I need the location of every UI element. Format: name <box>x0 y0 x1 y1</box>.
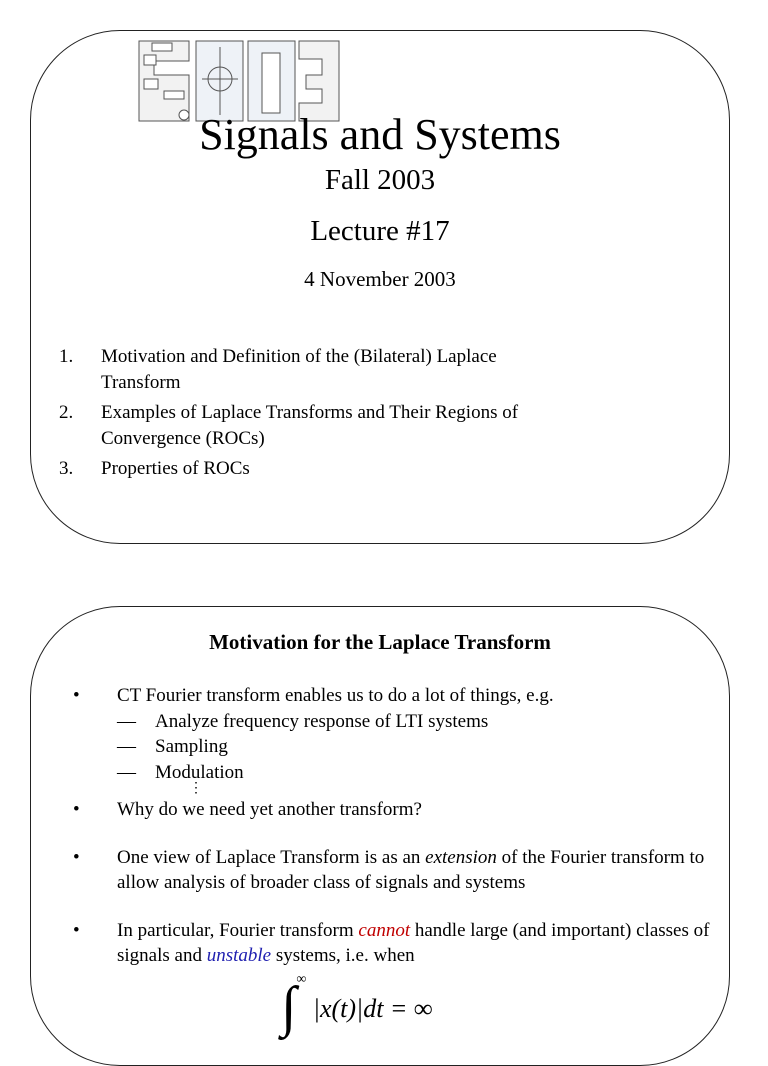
emphasis: extension <box>425 846 497 868</box>
emphasis-unstable: unstable <box>206 945 272 966</box>
dash-icon: — <box>117 736 136 757</box>
dash-icon: — <box>117 710 136 732</box>
bullet-item <box>73 683 717 797</box>
sub-item: — Analyze frequency response of LTI systems <box>117 709 717 735</box>
lecture-number: Lecture #17 <box>310 215 450 247</box>
integral-formula <box>281 972 433 1039</box>
outline-number: 2. <box>59 402 74 423</box>
bullet-icon: • <box>73 846 80 868</box>
slide-title: Motivation for the Laplace Transform <box>209 630 551 654</box>
integrand: |x(t)|dt = ∞ <box>312 994 433 1023</box>
bullet-icon: • <box>73 799 80 820</box>
bullet-item <box>73 845 717 896</box>
emphasis-cannot: cannot <box>358 919 411 941</box>
semester: Fall 2003 <box>324 164 436 196</box>
lecture-date: 4 November 2003 <box>304 267 456 291</box>
bullet-text: In particular, Fourier transform cannot handle large (and important) classes of signals and unstable systems, i.e. when <box>117 919 710 966</box>
sub-item: — Modulation <box>117 760 717 786</box>
outline-list <box>59 344 521 486</box>
bullet-icon: • <box>73 685 80 706</box>
dash-icon: — <box>117 761 136 783</box>
motivation-slide <box>30 606 730 1066</box>
title-slide <box>30 30 730 544</box>
outline-number: 1. <box>59 346 74 367</box>
bullet-item <box>73 918 717 969</box>
bullet-text: One view of Laplace Transform is as an extension of the Fourier transform to allow analysis of broader class of signals and systems <box>117 846 705 893</box>
vertical-ellipsis-icon: ⋮ <box>189 781 203 796</box>
bullet-item <box>73 797 717 823</box>
outline-item <box>59 456 521 482</box>
bullet-list <box>73 683 717 969</box>
sub-item: — Sampling <box>117 734 717 760</box>
bullet-icon: • <box>73 919 80 941</box>
slide-title: Signals and Systems <box>199 110 561 159</box>
outline-text: Properties of ROCs <box>101 458 250 479</box>
bullet-text: Why do we need yet another transform? <box>117 799 422 820</box>
outline-text: Motivation and Definition of the (Bilateral) Laplace Transform <box>101 346 497 393</box>
outline-item <box>59 400 521 452</box>
outline-text: Examples of Laplace Transforms and Their Regions of Convergence (ROCs) <box>101 402 519 449</box>
bullet-text: CT Fourier transform enables us to do a lot of things, e.g. <box>117 685 554 706</box>
integral-sign: ∫ <box>281 976 297 1038</box>
outline-number: 3. <box>59 458 74 479</box>
upper-limit: ∞ <box>296 972 307 987</box>
outline-item <box>59 344 521 396</box>
